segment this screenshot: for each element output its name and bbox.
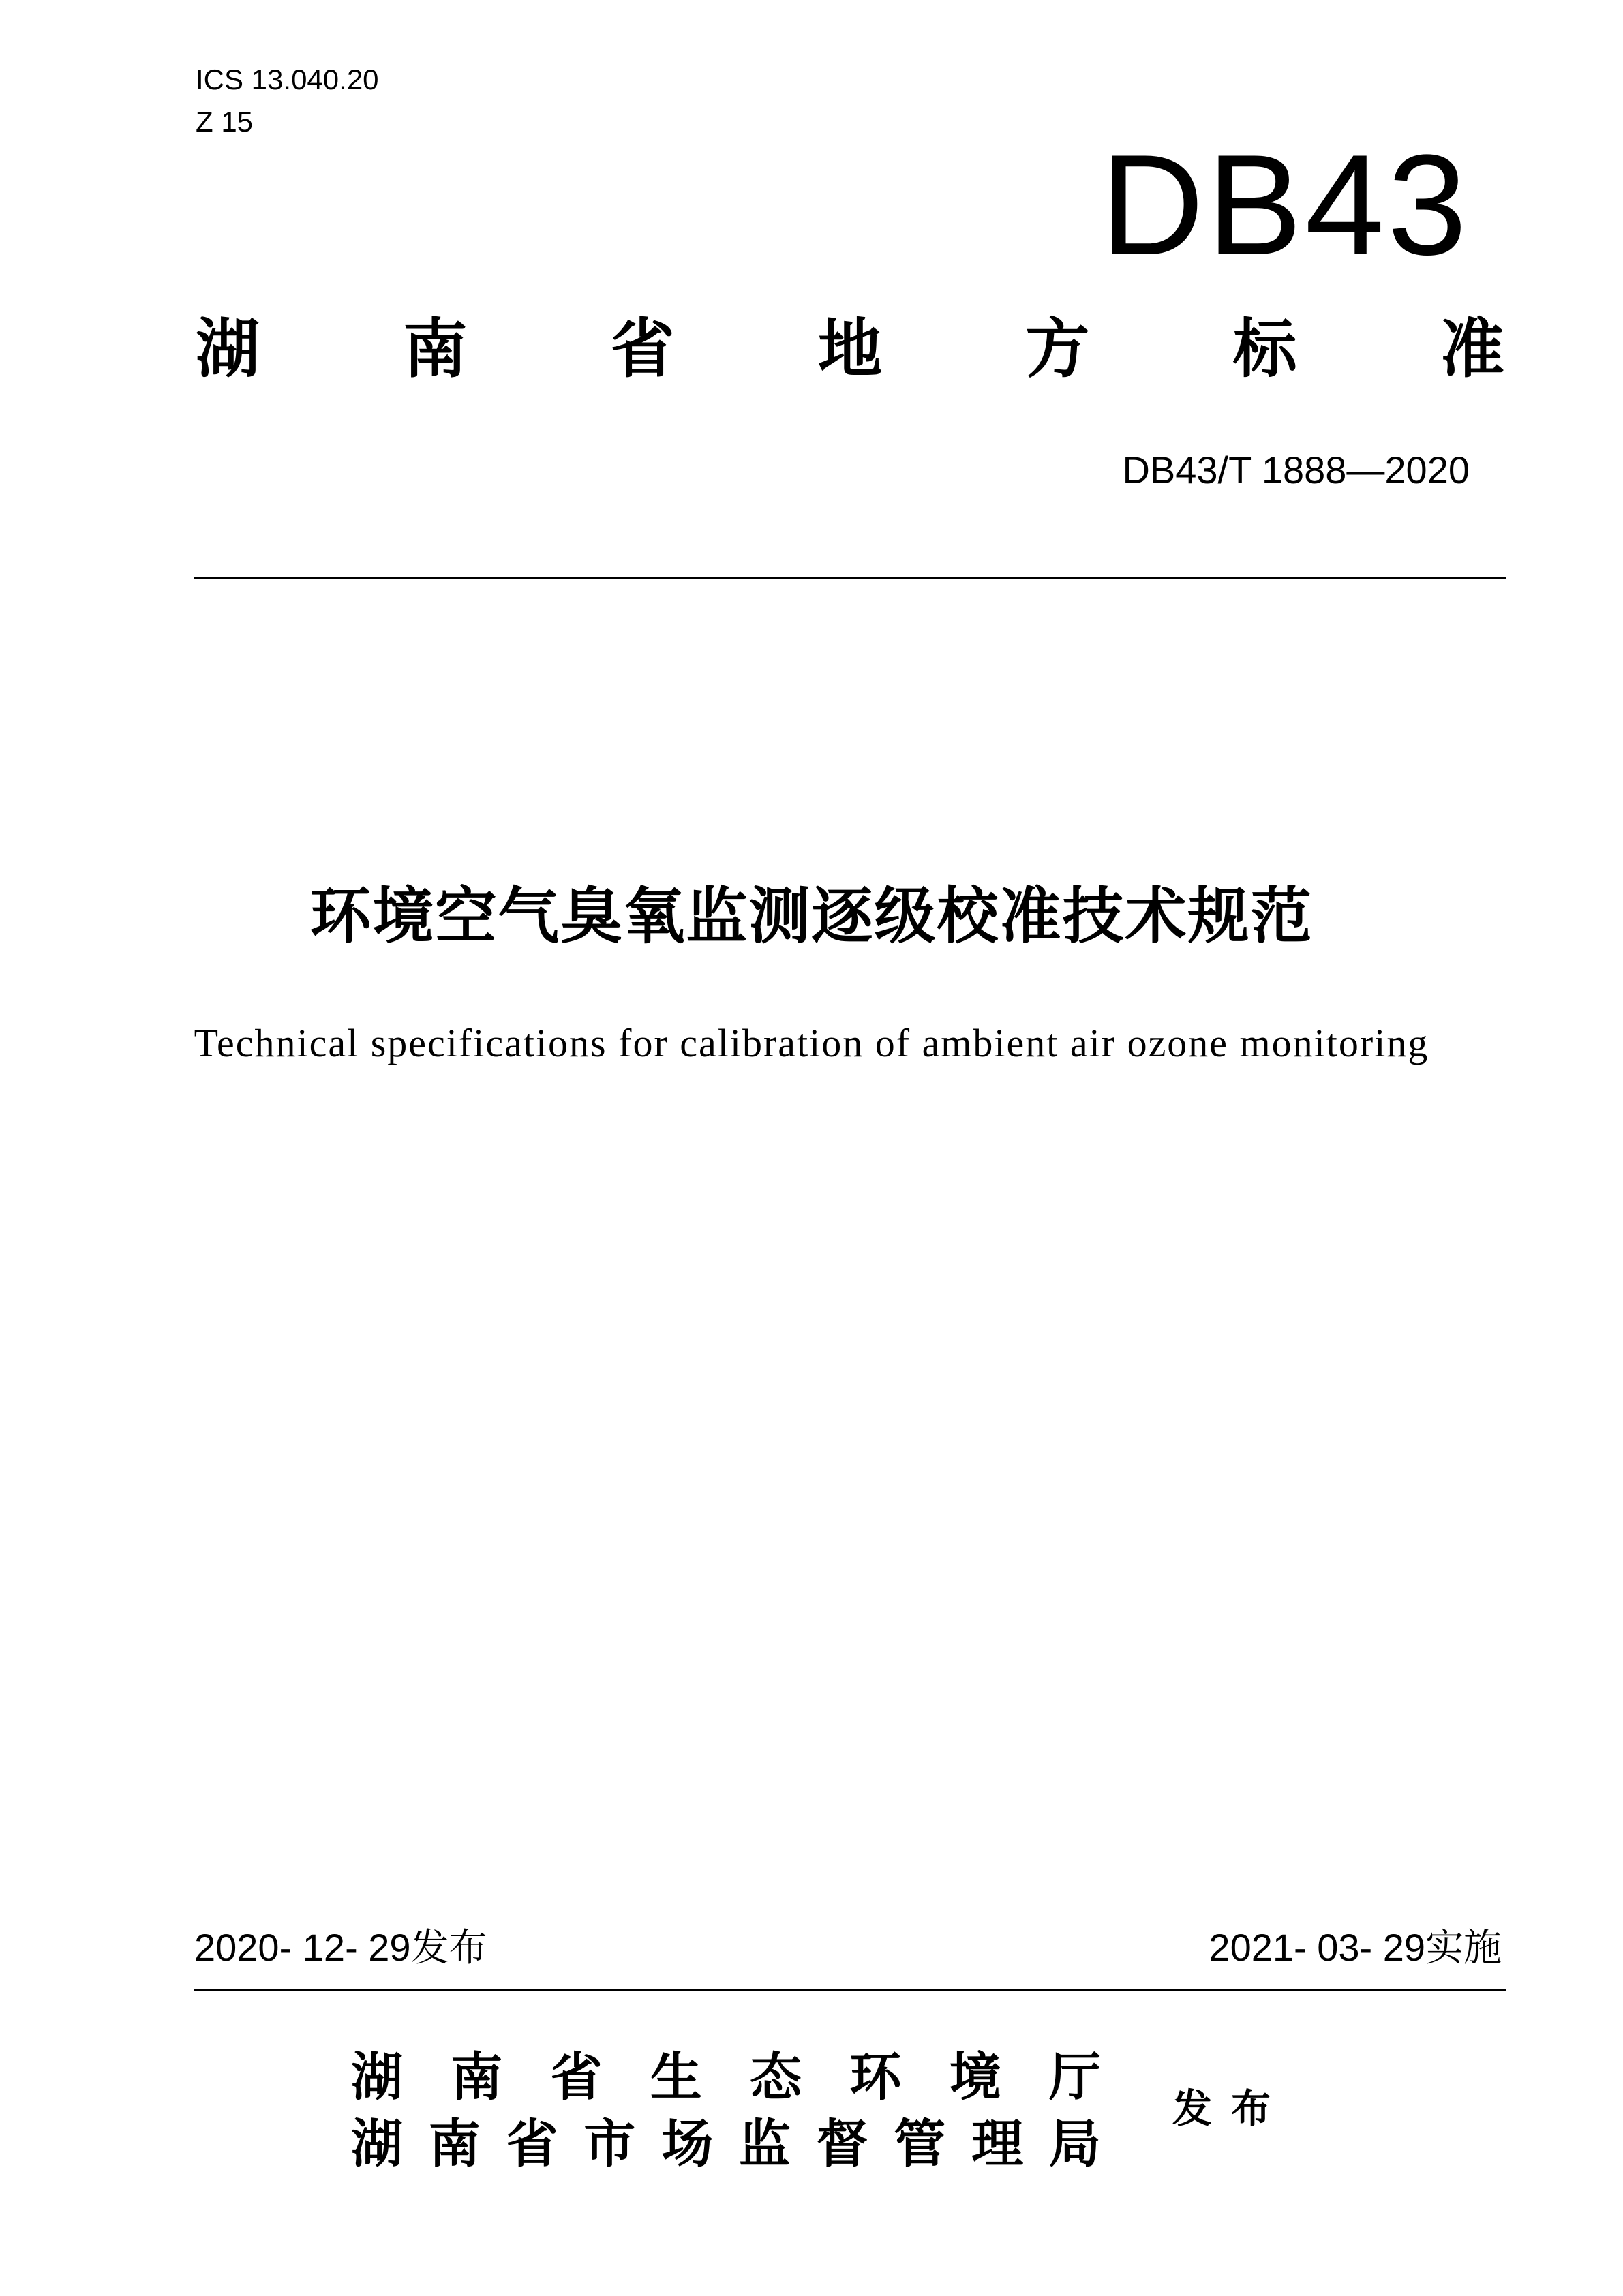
standard-type-char: 标 (1232, 312, 1297, 386)
top-divider (194, 577, 1506, 579)
issue-date: 2020- 12- 29发布 (194, 1926, 487, 1969)
issuer-char: 厅 (1048, 2047, 1101, 2107)
standard-type-char: 南 (403, 312, 468, 386)
document-title-chinese: 环境空气臭氧监测逐级校准技术规范 (309, 881, 1314, 952)
issuer-char: 生 (650, 2047, 702, 2107)
bottom-divider (194, 1989, 1506, 1991)
classification-code: Z 15 (196, 106, 254, 138)
issuer-char: 南 (428, 2113, 481, 2174)
implementation-date: 2021- 03- 29实施 (1209, 1926, 1502, 1969)
standard-logo: DB43 (1100, 125, 1470, 285)
standard-type-char: 湖 (196, 312, 260, 386)
standard-type-char: 省 (610, 312, 675, 386)
standard-type-char: 地 (817, 312, 882, 386)
issuer-char: 态 (750, 2047, 802, 2107)
issuer-char: 湖 (351, 2047, 403, 2107)
issuer-char: 省 (506, 2113, 558, 2174)
issuer-char: 局 (1048, 2113, 1101, 2174)
issuer-char: 监 (738, 2113, 791, 2174)
issuer-char: 理 (971, 2113, 1024, 2174)
issuer-char: 境 (949, 2047, 1001, 2107)
issuer-char: 督 (816, 2113, 868, 2174)
document-title-english: Technical specifications for calibration of ambient air ozone monitoring (194, 1021, 1429, 1065)
issuer-char: 南 (451, 2047, 503, 2107)
issuer-char: 场 (661, 2113, 714, 2174)
issuer-char: 省 (550, 2047, 603, 2107)
standard-type-title (196, 312, 1504, 387)
issuer-char: 管 (894, 2113, 946, 2174)
issuer-char: 湖 (351, 2113, 403, 2174)
standard-type-char: 准 (1440, 312, 1504, 386)
ics-code: ICS 13.040.20 (196, 63, 379, 95)
issuer-market-supervision-bureau (351, 2113, 1101, 2174)
publish-label: 发布 (1172, 2085, 1290, 2132)
standard-number: DB43/T 1888—2020 (1122, 448, 1470, 491)
issuer-char: 市 (583, 2113, 636, 2174)
issuer-ecology-department (351, 2047, 1101, 2107)
standard-type-char: 方 (1025, 312, 1090, 386)
issuer-char: 环 (849, 2047, 902, 2107)
